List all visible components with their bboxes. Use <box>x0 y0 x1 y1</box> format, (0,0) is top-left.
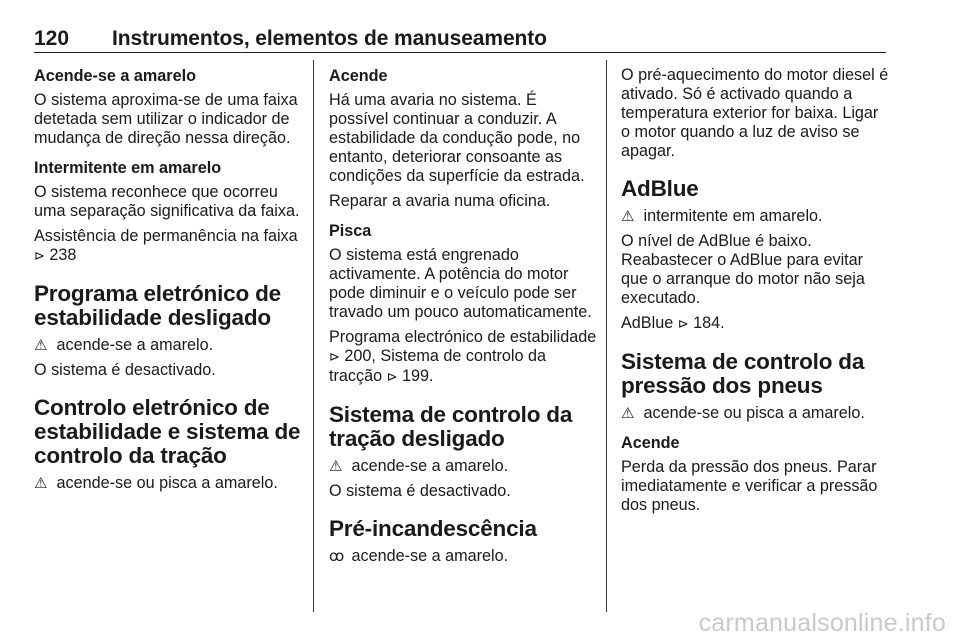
watermark: carmanualsonline.info <box>698 609 946 637</box>
glow-plug-icon: ꝏ <box>329 547 345 565</box>
page-reference-icon: ⊳ <box>329 350 340 365</box>
paragraph: O sistema é desactivado. <box>329 482 511 500</box>
section-heading-tc-off: Sistema de controlo da tração desligado <box>329 402 573 451</box>
section-heading-preincandescencia: Pré-incandescência <box>329 516 537 541</box>
column-divider <box>606 60 607 612</box>
reference-page: 184. <box>693 314 725 332</box>
column-right <box>621 66 889 521</box>
reference-page: 200, Sistema de controlo da tracção <box>329 347 546 385</box>
column-divider <box>313 60 314 612</box>
cross-reference[interactable] <box>329 328 597 387</box>
paragraph: O sistema reconhece que ocorreu uma separação significativa da faixa. <box>34 183 300 220</box>
esp-off-icon: ⚠ <box>34 336 48 354</box>
icon-paragraph: ⚠ acende-se ou pisca a amarelo. <box>34 474 278 492</box>
cross-reference[interactable] <box>34 227 302 266</box>
page-header <box>34 22 886 53</box>
section-heading-adblue: AdBlue <box>621 176 699 201</box>
cross-reference[interactable] <box>621 314 889 334</box>
subheading-acende-amarelo: Acende-se a amarelo <box>34 67 196 85</box>
esp-icon: ⚠ <box>34 474 48 492</box>
column-middle <box>329 66 597 572</box>
paragraph: Há uma avaria no sistema. É possível continuar a conduzir. A estabilidade da condução pode, no entanto, deteriorar consoante as condições da superfície da estrada. <box>329 91 585 185</box>
page-reference-icon: ⊳ <box>386 370 398 385</box>
paragraph: O sistema aproxima-se de uma faixa detetada sem utilizar o indicador de mudança de direção nessa direção. <box>34 91 298 147</box>
paragraph: O sistema é desactivado. <box>34 361 216 379</box>
reference-label: AdBlue <box>621 314 674 332</box>
reference-page: 199. <box>402 367 434 385</box>
page-reference-icon: ⊳ <box>677 317 689 332</box>
icon-paragraph: ⚠ acende-se a amarelo. <box>34 336 214 354</box>
column-left <box>34 66 302 499</box>
reference-label: Assistência de permanência na faixa <box>34 227 298 245</box>
paragraph: Reparar a avaria numa oficina. <box>329 192 551 210</box>
adblue-icon: ⚠ <box>621 207 635 225</box>
paragraph: O pré-aquecimento do motor diesel é ativado. Só é activado quando a temperatura exterior for baixa. Ligar o motor quando a luz de aviso se apagar. <box>621 66 889 160</box>
running-title: Instrumentos, elementos de manuseamento <box>112 27 547 50</box>
section-heading-tpms: Sistema de controlo da pressão dos pneus <box>621 349 865 398</box>
tire-pressure-icon: ⚠ <box>621 404 635 422</box>
page-number: 120 <box>34 27 70 50</box>
section-heading-esp-off: Programa eletrónico de estabilidade desligado <box>34 281 281 330</box>
subheading-intermitente: Intermitente em amarelo <box>34 159 222 177</box>
icon-paragraph: ⚠ acende-se a amarelo. <box>329 457 509 475</box>
section-heading-esp: Controlo eletrónico de estabilidade e sistema de controlo da tração <box>34 395 301 468</box>
icon-paragraph: ⚠ acende-se ou pisca a amarelo. <box>621 404 865 422</box>
tc-off-icon: ⚠ <box>329 457 343 475</box>
icon-paragraph: ⚠ intermitente em amarelo. <box>621 207 823 225</box>
subheading-acende: Acende <box>621 434 680 452</box>
reference-label: Programa electrónico de estabilidade <box>329 328 597 346</box>
subheading-acende: Acende <box>329 67 388 85</box>
subheading-pisca: Pisca <box>329 222 372 240</box>
page-reference-icon: ⊳ <box>34 249 45 264</box>
paragraph: O nível de AdBlue é baixo. Reabastecer o AdBlue para evitar que o arranque do motor não seja executado. <box>621 232 865 307</box>
icon-paragraph: ꝏ acende-se a amarelo. <box>329 547 509 565</box>
paragraph: Perda da pressão dos pneus. Parar imediatamente e verificar a pressão dos pneus. <box>621 458 878 514</box>
reference-page: 238 <box>49 246 77 264</box>
paragraph: O sistema está engrenado activamente. A potência do motor pode diminuir e o veículo pode ser travado um pouco automaticamente. <box>329 246 592 321</box>
